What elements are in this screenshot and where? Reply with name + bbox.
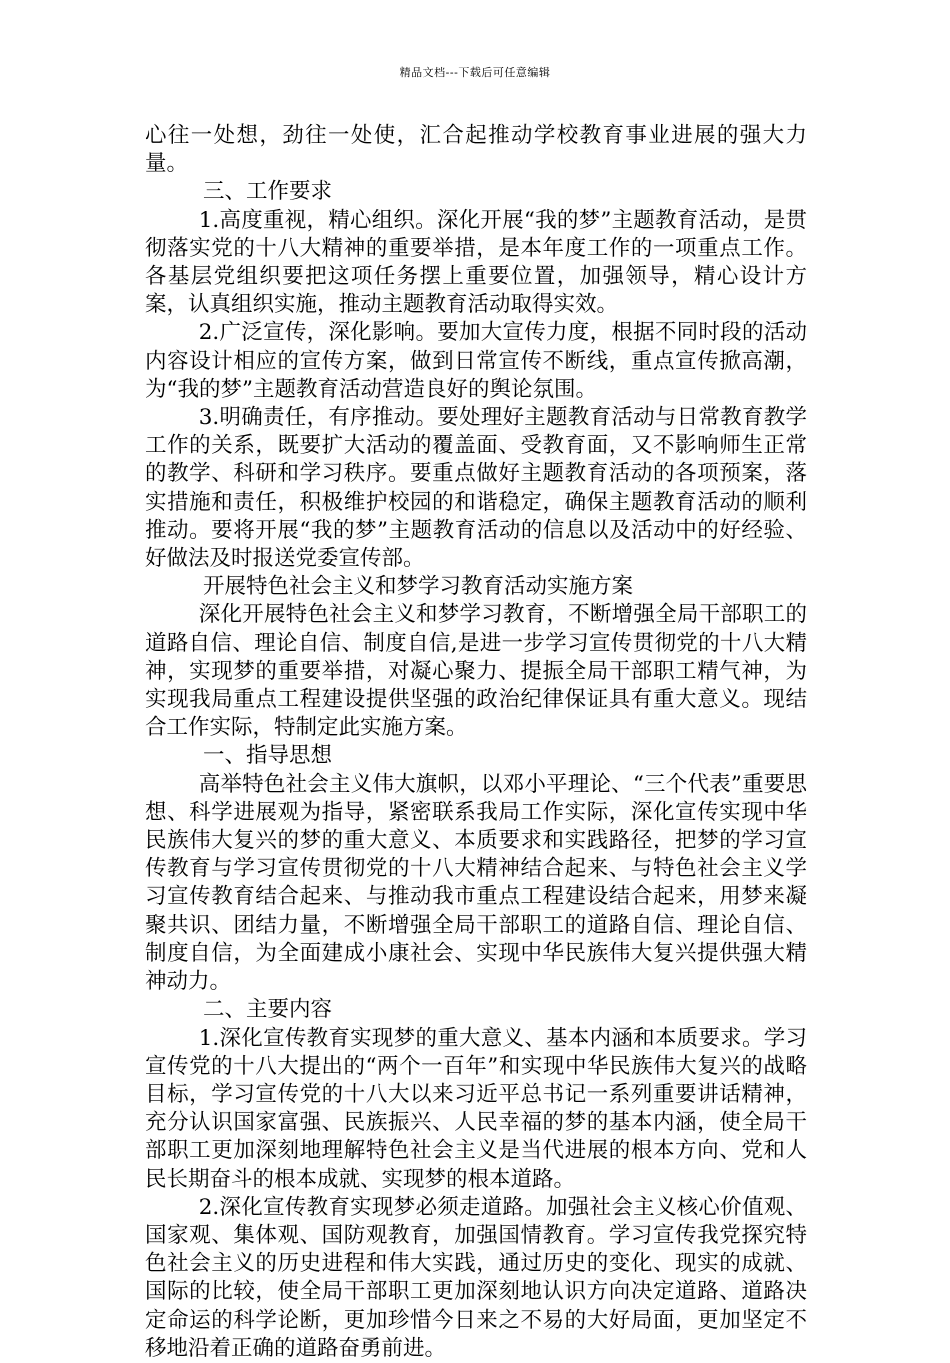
paragraph-requirement-2: 2.广泛宣传，深化影响。要加大宣传力度，根据不同时段的活动内容设计相应的宣传方案，做到日常宣传不断线，重点宣传掀高潮，为“我的梦”主题教育活动营造良好的舆论氛围。 [145,320,807,402]
paragraph-content-2: 2.深化宣传教育实现梦必须走道路。加强社会主义核心价值观、国家观、集体观、国防观教育，加强国情教育。学习宣传我党探究特色社会主义的历史进程和伟大实践，通过历史的变化、现实的成就、国际的比较，使全局干部职工更加深刻地认识方向决定道路、道路决定命运的科学论断，更加珍惜今日来之不易的大好局面，更加坚定不移地沿着正确的道路奋勇前进。 [145,1194,807,1361]
paragraph-requirement-1: 1.高度重视，精心组织。深化开展“我的梦”主题教育活动，是贯彻落实党的十八大精神的重要举措，是本年度工作的一项重点工作。各基层党组织要把这项任务摆上重要位置，加强领导，精心设计方案，认真组织实施，推动主题教育活动取得实效。 [145,207,807,318]
paragraph-requirement-3: 3.明确责任，有序推动。要处理好主题教育活动与日常教育教学工作的关系，既要扩大活动的覆盖面、受教育面，又不影响师生正常的教学、科研和学习秩序。要重点做好主题教育活动的各项预案，落实措施和责任，积极维护校园的和谐稳定，确保主题教育活动的顺利推动。要将开展“我的梦”主题教育活动的信息以及活动中的好经验、好做法及时报送党委宣传部。 [145,405,807,572]
section-heading-main-content: 二、主要内容 [203,997,333,1023]
document-title-implementation-plan: 开展特色社会主义和梦学习教育活动实施方案 [203,574,634,600]
page-header: 精品文档---下载后可任意编辑 [399,66,551,79]
section-heading-guiding-thought: 一、指导思想 [203,743,333,769]
section-heading-work-requirements: 三、工作要求 [203,179,333,205]
paragraph-plan-intro: 深化开展特色社会主义和梦学习教育，不断增强全局干部职工的道路自信、理论自信、制度自信,是进一步学习宣传贯彻党的十八大精神，实现梦的重要举措，对凝心聚力、提振全局干部职工精气神，为实现我局重点工程建设提供坚强的政治纪律保证具有重大意义。现结合工作实际，特制定此实施方案。 [145,602,807,741]
document-body [145,122,807,1363]
paragraph-guiding-thought: 高举特色社会主义伟大旗帜，以邓小平理论、“三个代表”重要思想、科学进展观为指导，紧密联系我局工作实际，深化宣传实现中华民族伟大复兴的梦的重大意义、本质要求和实践路径，把梦的学习宣传教育与学习宣传贯彻党的十八大精神结合起来、与特色社会主义学习宣传教育结合起来、与推动我市重点工程建设结合起来，用梦来凝聚共识、团结力量，不断增强全局干部职工的道路自信、理论自信、制度自信，为全面建成小康社会、实现中华民族伟大复兴提供强大精神动力。 [145,771,807,995]
paragraph-continuation: 心往一处想，劲往一处使，汇合起推动学校教育事业进展的强大力量。 [145,123,807,177]
paragraph-content-1: 1.深化宣传教育实现梦的重大意义、基本内涵和本质要求。学习宣传党的十八大提出的“两个一百年”和实现中华民族伟大复兴的战略目标，学习宣传党的十八大以来习近平总书记一系列重要讲话精神，充分认识国家富强、民族振兴、人民幸福的梦的基本内涵，使全局干部职工更加深刻地理解特色社会主义是当代进展的根本方向、党和人民长期奋斗的根本成就、实现梦的根本道路。 [145,1025,807,1192]
